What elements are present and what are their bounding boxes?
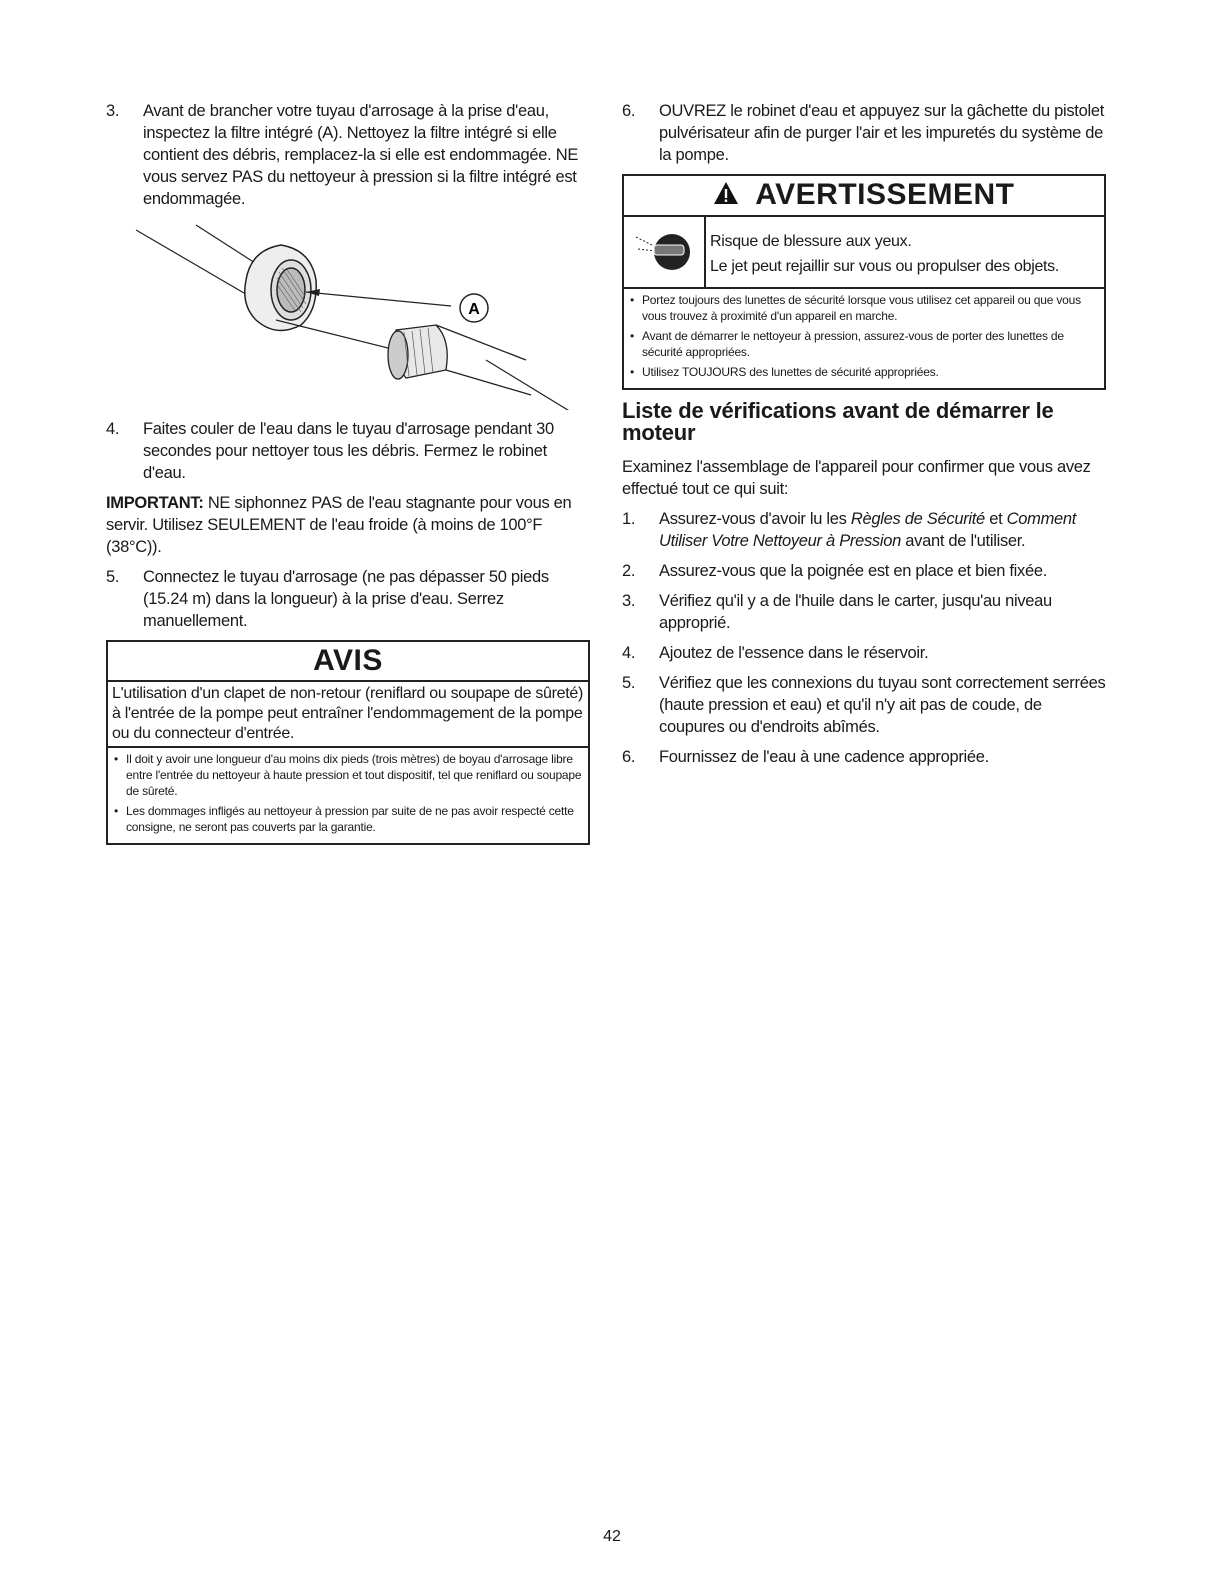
important-note xyxy=(106,492,590,558)
checklist-text: Vérifiez qu'il y a de l'huile dans le carter, jusqu'au niveau approprié. xyxy=(659,592,1052,633)
step-text: Faites couler de l'eau dans le tuyau d'arrosage pendant 30 secondes pour nettoyer tous les débris. Fermez le robinet d'eau. xyxy=(143,420,554,482)
checklist-text: Vérifiez que les connexions du tuyau sont correctement serrées (haute pression et eau) et qu'il n'y ait pas de coude, de coupures ou d'endroits abîmés. xyxy=(659,674,1106,737)
section-heading: Liste de vérifications avant de démarrer le moteur xyxy=(622,398,1054,446)
step-number: 3. xyxy=(622,592,636,611)
step-text: OUVREZ le robinet d'eau et appuyez sur la gâchette du pistolet pulvérisateur afin de purger l'air et les impuretés du système de la pompe. xyxy=(659,102,1104,164)
step-text: Avant de brancher votre tuyau d'arrosage à la prise d'eau, inspectez la filtre intégré (A). Nettoyez la filtre intégré si elle contient des débris, remplacez-la si elle est endommagée. NE vous servez PAS du nettoyeur à pression si la filtre intégré est endommagée. xyxy=(143,102,579,208)
avis-notice-box xyxy=(106,640,590,845)
checklist-text-after: avant de l'utiliser. xyxy=(901,532,1026,551)
step-number: 4. xyxy=(106,420,120,438)
step-number: 6. xyxy=(622,748,636,767)
checklist-emphasis-1: Règles de Sécurité xyxy=(850,510,985,529)
step-5 xyxy=(106,566,590,632)
left-column xyxy=(106,100,590,855)
avis-text: L'utilisation d'un clapet de non-retour (reniflard ou soupape de sûreté) à l'entrée de la pompe peut entraîner l'endommagement de la pompe ou du connecteur d'entrée. xyxy=(108,682,588,748)
step-text: Connectez le tuyau d'arrosage (ne pas dépasser 50 pieds (15.24 m) dans la longueur) à la prise d'eau. Serrez manuellement. xyxy=(143,568,549,630)
warning-bullet: • Avant de démarrer le nettoyeur à pression, assurez-vous de porter des lunettes de sécurité appropriées. xyxy=(628,328,1100,360)
checklist-text-before: Assurez-vous d'avoir lu les xyxy=(659,510,851,529)
warning-triangle-icon xyxy=(713,177,739,215)
eye-protection-icon xyxy=(624,217,706,287)
checklist-text-mid: et xyxy=(984,510,1007,529)
warning-hazard-text xyxy=(706,217,1063,287)
step-number: 3. xyxy=(106,102,120,120)
warning-bullet: • Portez toujours des lunettes de sécurité lorsque vous utilisez cet appareil ou que vous vous trouvez à proximité d'un appareil en marche. xyxy=(628,292,1100,324)
important-label: IMPORTANT: xyxy=(106,494,204,512)
checklist-text: Ajoutez de l'essence dans le réservoir. xyxy=(659,644,929,663)
warning-line-1: Risque de blessure aux yeux. xyxy=(710,233,912,251)
step-4 xyxy=(106,418,590,484)
checklist-item-6 xyxy=(622,746,1106,768)
hose-filter-illustration xyxy=(106,210,590,410)
step-6 xyxy=(622,100,1106,166)
checklist-text: Fournissez de l'eau à une cadence appropriée. xyxy=(659,748,989,767)
checklist-item-4 xyxy=(622,642,1106,664)
section-intro: Examinez l'assemblage de l'appareil pour confirmer que vous avez effectué tout ce qui suit: xyxy=(622,458,1091,499)
warning-box xyxy=(622,174,1106,390)
warning-hazard-row xyxy=(624,217,1104,289)
step-number: 5. xyxy=(622,674,636,693)
checklist-emphasis-2: Comment Utiliser Votre Nettoyeur à Pression xyxy=(659,510,1077,551)
avis-bullet: • Il doit y avoir une longueur d'au moins dix pieds (trois mètres) de boyau d'arrosage libre entre l'entrée du nettoyeur à haute pression et tout dispositif, tel que reniflard ou soupape de sûreté. xyxy=(112,751,584,799)
important-text: NE siphonnez PAS de l'eau stagnante pour vous en servir. Utilisez SEULEMENT de l'eau froide (à moins de 100°F (38°C)). xyxy=(106,494,572,556)
avis-bullets xyxy=(108,748,588,843)
checklist-item-3 xyxy=(622,590,1106,634)
warning-bullet: • Utilisez TOUJOURS des lunettes de sécurité appropriées. xyxy=(628,364,1100,380)
warning-bullets xyxy=(624,289,1104,388)
hose-illustration-svg xyxy=(106,210,590,410)
page-number: 42 xyxy=(603,1528,621,1545)
checklist-item-5 xyxy=(622,672,1106,738)
step-number: 2. xyxy=(622,562,636,581)
step-3 xyxy=(106,100,590,210)
checklist-item-1 xyxy=(622,508,1106,552)
step-number: 6. xyxy=(622,102,636,120)
avis-title: AVIS xyxy=(108,642,588,682)
warning-line-2: Le jet peut rejaillir sur vous ou propulser des objets. xyxy=(710,258,1060,276)
warning-title-bar xyxy=(624,176,1104,217)
warning-title: AVERTISSEMENT xyxy=(755,178,1015,211)
step-number: 4. xyxy=(622,644,636,663)
checklist-text: Assurez-vous que la poignée est en place et bien fixée. xyxy=(659,562,1048,581)
avis-bullet: • Les dommages infligés au nettoyeur à pression par suite de ne pas avoir respecté cette consigne, ne seront pas couverts par la garantie. xyxy=(112,803,584,835)
callout-a-label: A xyxy=(468,301,480,318)
right-column xyxy=(622,100,1106,776)
step-number: 1. xyxy=(622,510,636,529)
step-number: 5. xyxy=(106,568,120,586)
checklist-item-2 xyxy=(622,560,1106,582)
